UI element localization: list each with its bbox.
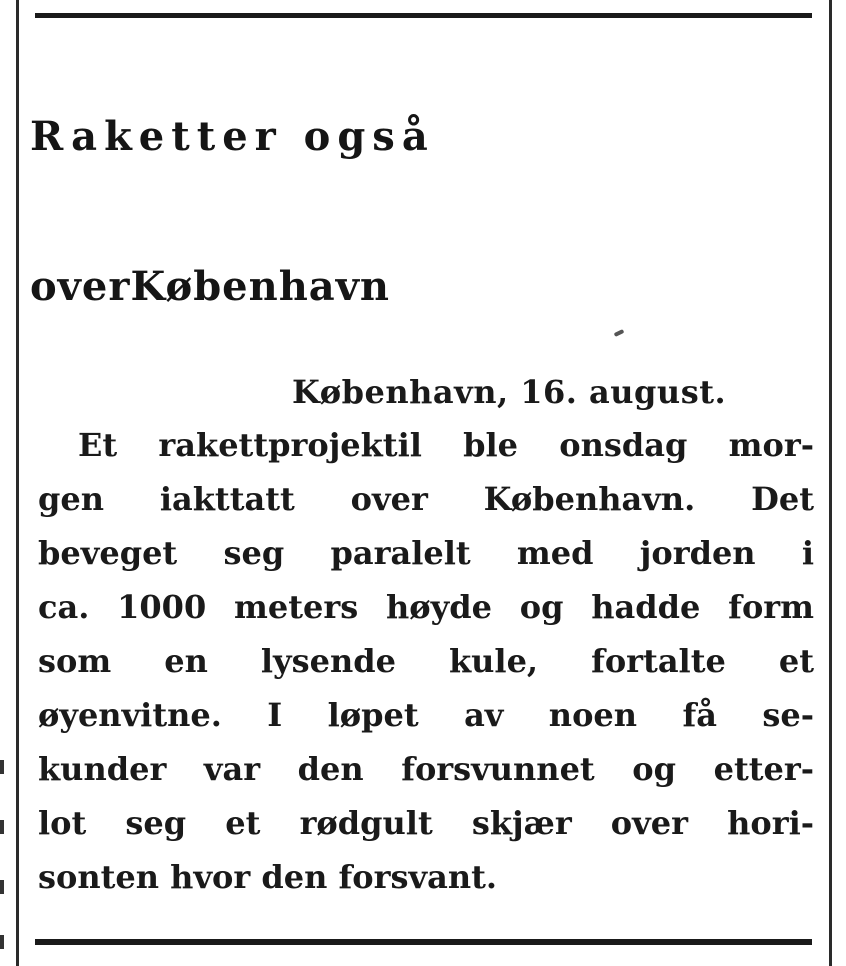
dateline: København, 16. august. (292, 373, 727, 411)
body-line: kunder var den forsvunnet og etter- (38, 750, 814, 788)
body-line: beveget seg paralelt med jorden i (38, 534, 814, 572)
left-border-line (16, 0, 19, 966)
margin-marks (0, 760, 6, 960)
body-line: som en lysende kule, fortalte et (38, 642, 814, 680)
article-body (38, 418, 814, 904)
headline-line-2: overKøbenhavn (30, 263, 391, 310)
headline-line-1: Raketter også (30, 113, 435, 160)
body-line: lot seg et rødgult skjær over hori- (38, 804, 814, 842)
margin-mark (0, 880, 4, 894)
margin-mark (0, 820, 4, 834)
headline (30, 62, 820, 362)
body-line: Et rakettprojektil ble onsdag mor- (78, 426, 814, 464)
body-line: sonten hvor den forsvant. (38, 858, 498, 896)
top-rule (35, 13, 812, 18)
margin-mark (0, 760, 4, 774)
body-line: gen iakttatt over København. Det (38, 480, 814, 518)
right-border-line (829, 0, 832, 966)
body-line: ca. 1000 meters høyde og hadde form (38, 588, 814, 626)
bottom-rule (35, 939, 812, 945)
body-line: øyenvitne. I løpet av noen få se- (38, 696, 814, 734)
margin-mark (0, 935, 4, 949)
